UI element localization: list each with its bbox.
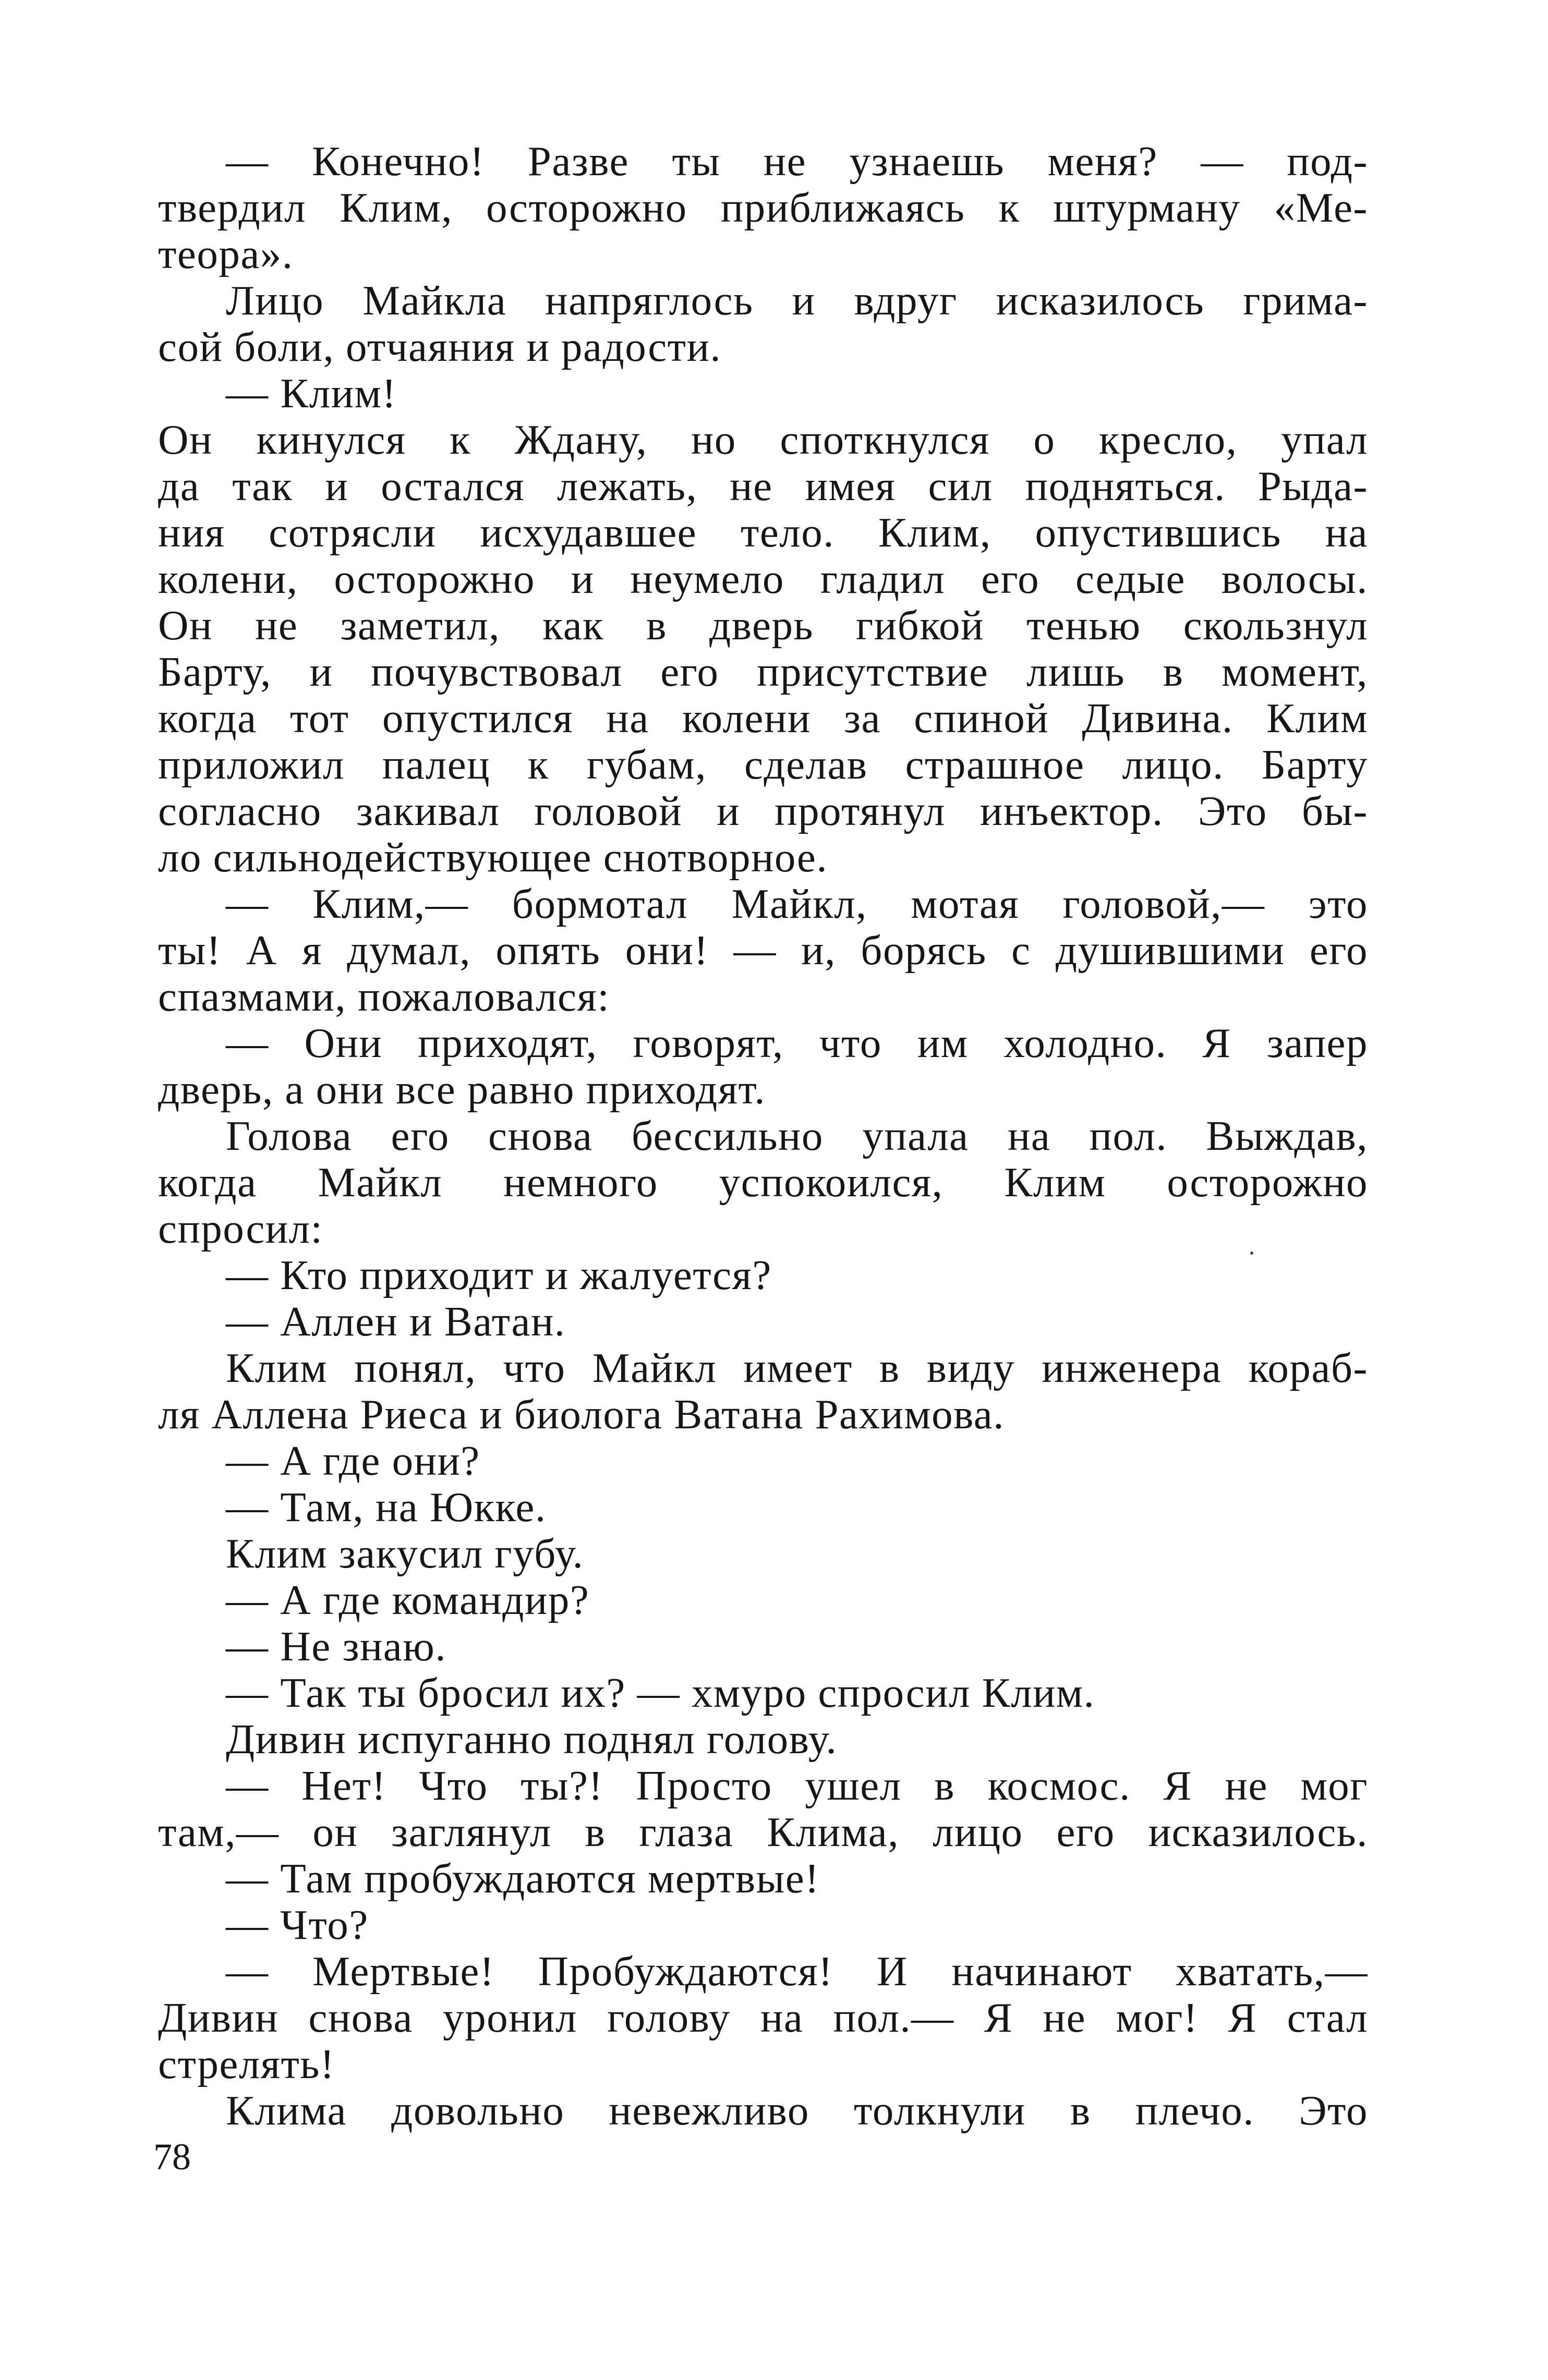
text-line: когда тот опустился на колени за спиной Дивина. Клим bbox=[158, 695, 1368, 742]
text-line: да так и остался лежать, не имея сил подняться. Рыда- bbox=[158, 463, 1368, 509]
text-line: Лицо Майкла напряглось и вдруг исказилось грима- bbox=[226, 277, 1368, 324]
text-line: — Они приходят, говорят, что им холодно. Я запер bbox=[226, 1019, 1368, 1066]
page-number: 78 bbox=[153, 2136, 191, 2178]
text-line: Барту, и почувствовал его присутствие лишь в момент, bbox=[158, 648, 1368, 695]
text-line: — Кто приходит и жалуется? bbox=[226, 1252, 772, 1298]
text-line: Дивин снова уронил голову на пол.— Я не мог! Я стал bbox=[158, 1994, 1368, 2041]
text-line: спросил: bbox=[158, 1205, 323, 1252]
text-line: — Что? bbox=[226, 1901, 369, 1948]
text-line: Он кинулся к Ждану, но споткнулся о кресло, упал bbox=[158, 416, 1368, 463]
text-line: твердил Клим, осторожно приближаясь к штурману «Ме- bbox=[158, 184, 1368, 231]
text-line: когда Майкл немного успокоился, Клим осторожно bbox=[158, 1159, 1368, 1206]
text-line: Он не заметил, как в дверь гибкой тенью скользнул bbox=[158, 602, 1368, 649]
text-line: — Там, на Юкке. bbox=[226, 1484, 547, 1531]
print-speck bbox=[1250, 1252, 1253, 1255]
text-line: Голова его снова бессильно упала на пол. Выждав, bbox=[226, 1112, 1368, 1159]
text-line: теора». bbox=[158, 230, 294, 277]
text-line: ло сильнодействующее снотворное. bbox=[158, 834, 828, 881]
text-line: стрелять! bbox=[158, 2041, 335, 2087]
text-line: Клим закусил губу. bbox=[226, 1530, 584, 1577]
text-line: там,— он заглянул в глаза Клима, лицо его исказилось. bbox=[158, 1808, 1368, 1855]
text-line: — Так ты бросил их? — хмуро спросил Клим. bbox=[226, 1669, 1095, 1716]
text-line: — А где командир? bbox=[226, 1576, 590, 1623]
text-line: — Не знаю. bbox=[226, 1623, 447, 1670]
text-line: — Нет! Что ты?! Просто ушел в космос. Я не мог bbox=[226, 1762, 1368, 1809]
text-line: — Клим! bbox=[226, 370, 397, 417]
text-line: колени, осторожно и неумело гладил его седые волосы. bbox=[158, 555, 1368, 602]
text-line: Клима довольно невежливо толкнули в плечо. Это bbox=[226, 2087, 1368, 2134]
text-line: ля Аллена Риеса и биолога Ватана Рахимова. bbox=[158, 1391, 1005, 1438]
text-line: — Там пробуждаются мертвые! bbox=[226, 1855, 820, 1902]
text-line: согласно закивал головой и протянул инъектор. Это бы- bbox=[158, 787, 1368, 834]
text-line: — А где они? bbox=[226, 1437, 480, 1484]
text-line: ния сотрясли исхудавшее тело. Клим, опустившись на bbox=[158, 509, 1368, 556]
text-line: — Мертвые! Пробуждаются! И начинают хватать,— bbox=[226, 1948, 1368, 1995]
text-line: Клим понял, что Майкл имеет в виду инженера кораб- bbox=[226, 1344, 1368, 1391]
text-line: сой боли, отчаяния и радости. bbox=[158, 323, 722, 370]
text-line: — Клим,— бормотал Майкл, мотая головой,— это bbox=[226, 880, 1368, 927]
text-line: Дивин испуганно поднял голову. bbox=[226, 1716, 838, 1763]
text-line: ты! А я думал, опять они! — и, борясь с душившими его bbox=[158, 927, 1368, 974]
text-line: дверь, а они все равно приходят. bbox=[158, 1066, 766, 1113]
text-line: — Аллен и Ватан. bbox=[226, 1298, 566, 1345]
text-line: спазмами, пожаловался: bbox=[158, 973, 610, 1020]
text-line: приложил палец к губам, сделав страшное лицо. Барту bbox=[158, 741, 1368, 788]
text-line: — Конечно! Разве ты не узнаешь меня? — под- bbox=[226, 138, 1368, 185]
